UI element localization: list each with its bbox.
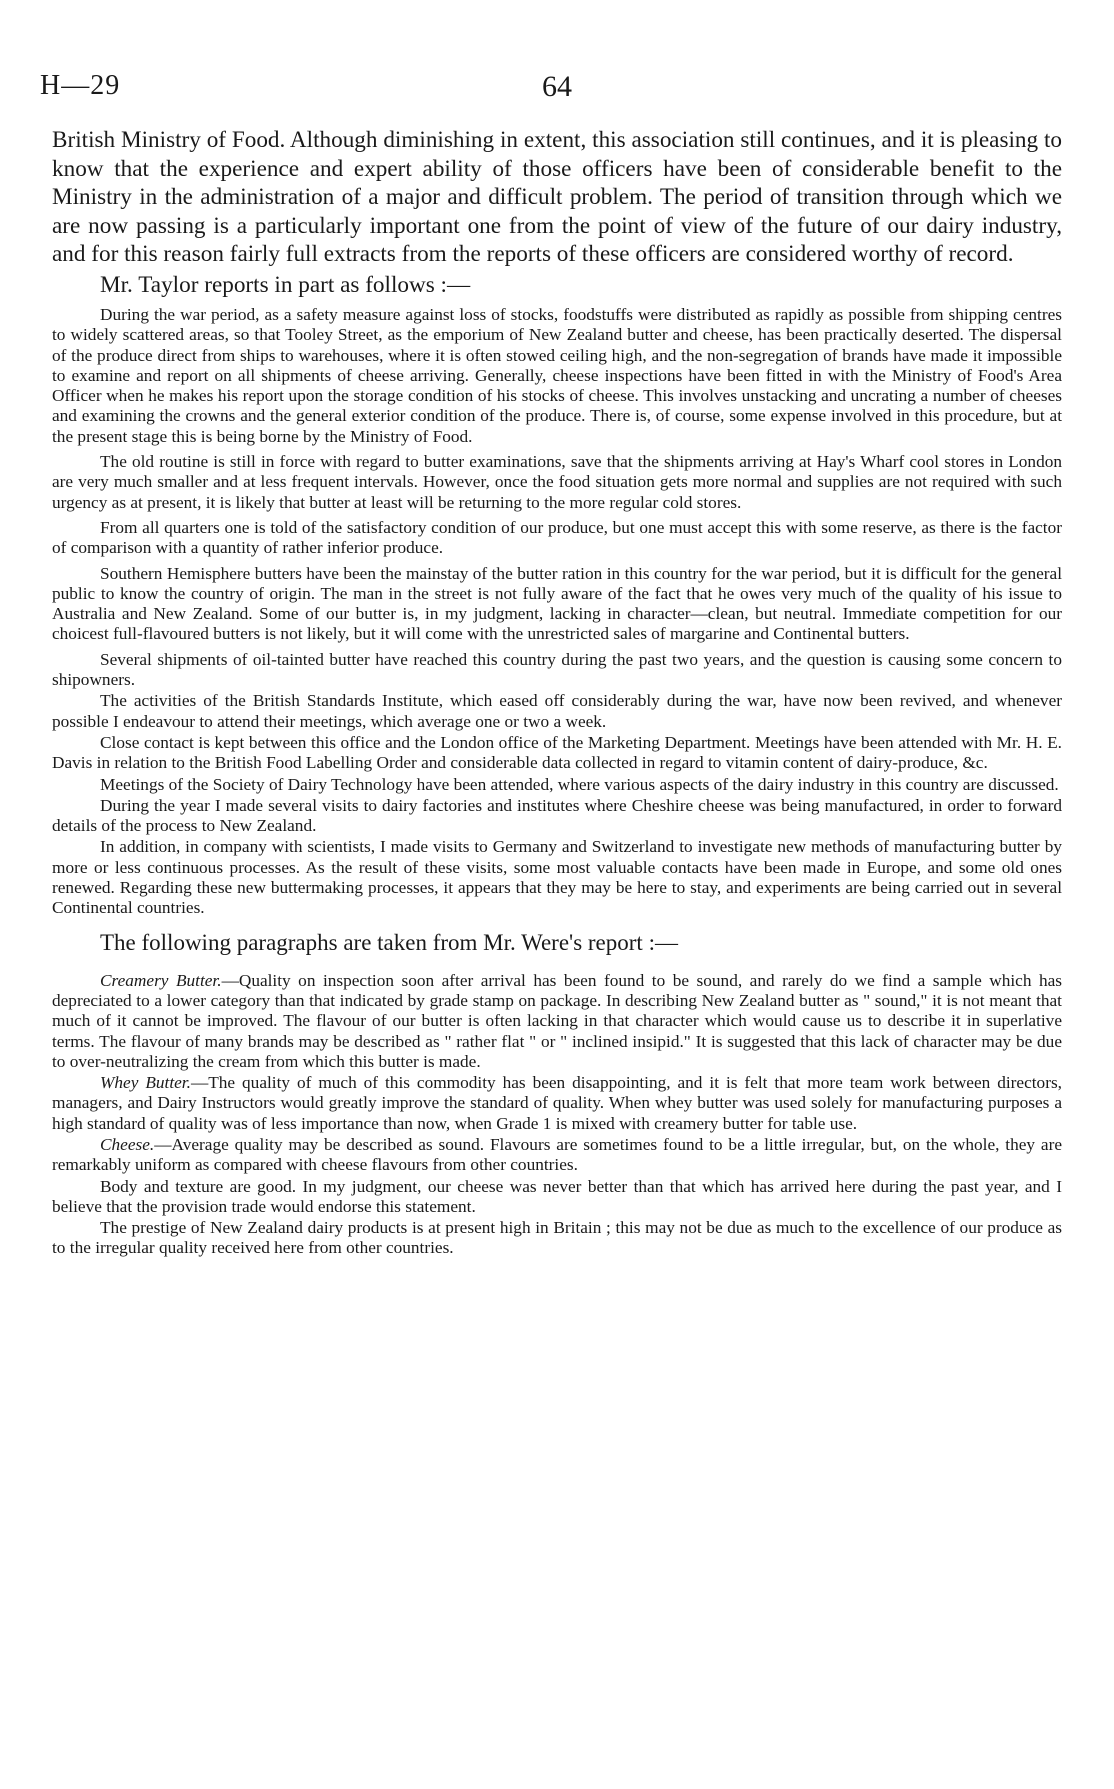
intro-paragraph: British Ministry of Food. Although diminishing in extent, this association still continues, and it is pleasing to know that the experience and expert ability of those officers have been of considerable benefit to the Ministry in the administration of a major and difficult problem. The period of transition through which we are now passing is a particularly important one from the point of view of the future of our dairy industry, and for this reason fairly full extracts from the reports of these officers are considered worthy of record. — [52, 127, 1062, 267]
taylor-paragraph: The activities of the British Standards Institute, which eased off considerably during the war, have now been revived, and whenever possible I endeavour to attend their meetings, which average one or two a week. — [52, 691, 1062, 731]
creamery-butter-paragraph — [52, 971, 1062, 1072]
prestige-paragraph: The prestige of New Zealand dairy products is at present high in Britain ; this may not be due as much to the excellence of our produce as to the irregular quality received here from other countries. — [52, 1218, 1062, 1258]
taylor-paragraph: From all quarters one is told of the satisfactory condition of our produce, but one must accept this with some reserve, as there is the factor of comparison with a quantity of rather inferior produce. — [52, 517, 1062, 558]
cheese-paragraph — [52, 1135, 1062, 1176]
taylor-paragraph: During the war period, as a safety measure against loss of stocks, foodstuffs were distributed as rapidly as possible from shipping centres to widely scattered areas, so that Tooley Street, as the emporium of New Zealand butter and cheese, has been practically deserted. The dispersal of the produce direct from ships to warehouses, where it is often stowed ceiling high, and the non-segregation of brands have made it impossible to examine and report on all shipments of cheese arriving. Generally, cheese inspections have been fitted in with the Ministry of Food's Area Officer when he makes his report upon the storage condition of his stocks of cheese. This involves unstacking and uncrating a number of cheeses and examining the crowns and the general exterior condition of the produce. There is, of course, some expense involved in this procedure, but at the present stage this is being borne by the Ministry of Food. — [52, 305, 1062, 446]
taylor-paragraph: Southern Hemisphere butters have been the mainstay of the butter ration in this country for the war period, but it is difficult for the general public to know the country of origin. The man in the street is not fully aware of the fact that he owes very much of the quality of his issue to Australia and New Zealand. Some of our butter is, in my judgment, lacking in character—clean, but neutral. Immediate competition for our choicest full-flavoured butters is not likely, but it will come with the unrestricted sales of margarine and Continental butters. — [52, 563, 1062, 644]
taylor-report — [52, 305, 1062, 919]
body-texture-paragraph: Body and texture are good. In my judgment, our cheese was never better than that which has arrived here during the past year, and I believe that the provision trade would endorse this statement. — [52, 1176, 1062, 1216]
were-intro: The following paragraphs are taken from Mr. Were's report :— — [100, 929, 678, 955]
whey-butter-title: Whey Butter. — [100, 1073, 191, 1093]
taylor-paragraph: The old routine is still in force with regard to butter examinations, save that the shipments arriving at Hay's Wharf cool stores in London are very much smaller and at less frequent intervals. However, once the food situation gets more normal and supplies are not required with such urgency as at present, it is likely that butter at least will be returning to the more regular cold stores. — [52, 452, 1062, 512]
report-code: H—29 — [40, 70, 121, 101]
creamery-butter-title: Creamery Butter. — [100, 970, 222, 990]
cheese-text: —Average quality may be described as sound. Flavours are sometimes found to be a little irregular, but, on the whole, they are remarkably uniform as compared with cheese flavours from other countries. — [52, 1134, 1062, 1175]
page-header — [40, 70, 1062, 108]
whey-butter-paragraph — [52, 1073, 1062, 1134]
whey-butter-text: —The quality of much of this commodity has been disappointing, and it is felt that more team work between directors, managers, and Dairy Instructors would greatly improve the standard of quality. When whey butter was used solely for manufacturing purposes a high standard of quality was of less importance than now, when Grade 1 is mixed with creamery butter for table use. — [52, 1073, 1063, 1133]
taylor-paragraph: In addition, in company with scientists, I made visits to Germany and Switzerland to investigate new methods of manufacturing butter by more or less continuous processes. As the result of these visits, some most valuable contacts have been made in Europe, and some old ones renewed. Regarding these new buttermaking processes, it appears that they may be here to stay, and experiments are being carried out in several Continental countries. — [52, 837, 1062, 918]
taylor-paragraph: Close contact is kept between this office and the London office of the Marketing Department. Meetings have been attended with Mr. H. E. Davis in relation to the British Food Labelling Order and considerable data collected in regard to vitamin content of dairy-produce, &c. — [52, 732, 1062, 773]
document-page — [40, 70, 1063, 1260]
page-number: 64 — [542, 70, 572, 103]
taylor-paragraph: Meetings of the Society of Dairy Technology have been attended, where various aspects of the dairy industry in this country are discussed. — [100, 774, 1059, 794]
taylor-paragraph: During the year I made several visits to dairy factories and institutes where Cheshire cheese was being manufactured, in order to forward details of the process to New Zealand. — [52, 795, 1062, 836]
cheese-title: Cheese. — [100, 1134, 155, 1154]
were-report — [52, 971, 1062, 1259]
taylor-intro: Mr. Taylor reports in part as follows :— — [100, 271, 471, 298]
taylor-paragraph: Several shipments of oil-tainted butter have reached this country during the past two years, and the question is causing some concern to shipowners. — [52, 649, 1062, 690]
creamery-butter-text: —Quality on inspection soon after arrival has been found to be sound, and rarely do we find a sample which has depreciated to a lower category than that indicated by grade stamp on package. In describing New Zealand butter as " sound," it is not meant that much of it cannot be improved. The flavour of our butter is often lacking in that character which would cause us to describe it in superlative terms. The flavour of many brands may be described as " rather flat " or " inclined insipid." It is suggested that this lack of character may be due to over-neutralizing the cream from which this butter is made. — [52, 970, 1062, 1071]
